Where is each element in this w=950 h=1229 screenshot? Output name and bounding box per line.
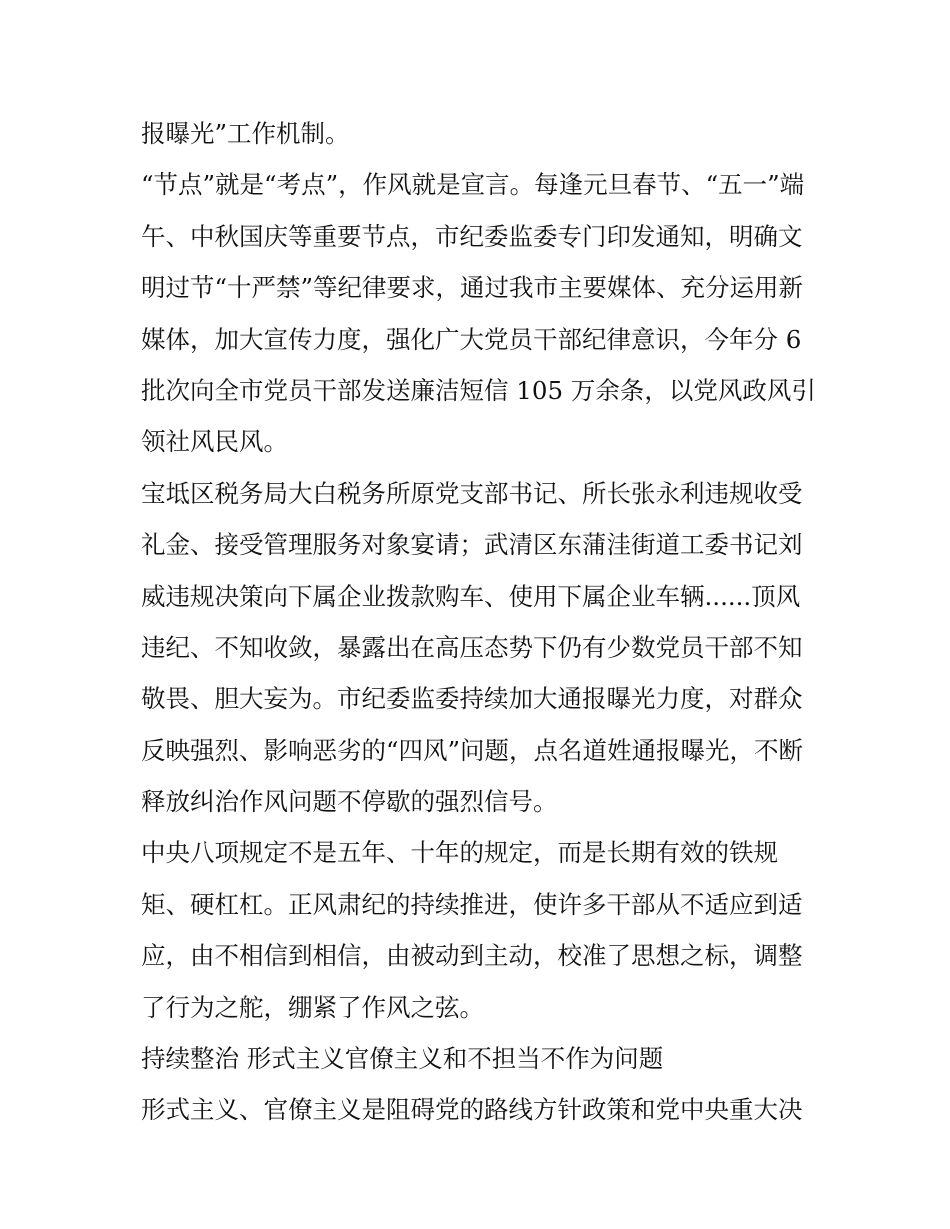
text-line: 午、中秋国庆等重要节点，市纪委监委专门印发通知，明确文 xyxy=(141,221,803,251)
text-line: 批次向全市党员干部发送廉洁短信 105 万余条，以党风政风引 xyxy=(141,375,816,405)
text-line: 了行为之舵，绷紧了作风之弦。 xyxy=(141,992,484,1022)
text-line: 反映强烈、影响恶劣的“四风”问题，点名道姓通报曝光，不断 xyxy=(141,735,804,765)
text-line: 媒体，加大宣传力度，强化广大党员干部纪律意识，今年分 6 xyxy=(141,324,802,354)
text-line: “节点”就是“考点”，作风就是宣言。每逢元旦春节、“五一”端 xyxy=(141,170,805,200)
text-line: 释放纠治作风问题不停歇的强烈信号。 xyxy=(141,787,558,817)
text-line: 形式主义、官僚主义是阻碍党的路线方针政策和党中央重大决 xyxy=(141,1095,803,1125)
text-line: 敬畏、胆大妄为。市纪委监委持续加大通报曝光力度，对群众 xyxy=(141,684,803,714)
text-line: 违纪、不知收敛，暴露出在高压态势下仍有少数党员干部不知 xyxy=(141,632,803,662)
text-line: 明过节“十严禁”等纪律要求，通过我市主要媒体、充分运用新 xyxy=(141,273,804,303)
text-line: 宝坻区税务局大白税务所原党支部书记、所长张永利违规收受 xyxy=(141,478,803,508)
text-line: 威违规决策向下属企业拨款购车、使用下属企业车辆......顶风 xyxy=(141,581,801,611)
text-line: 领社风民风。 xyxy=(141,427,288,457)
document-body xyxy=(141,108,821,1136)
text-line: 应，由不相信到相信，由被动到主动，校准了思想之标，调整 xyxy=(141,941,803,971)
text-line: 报曝光”工作机制。 xyxy=(141,119,350,148)
text-line: 礼金、接受管理服务对象宴请；武清区东蒲洼街道工委书记刘 xyxy=(141,530,803,560)
text-line: 矩、硬杠杠。正风肃纪的持续推进，使许多干部从不适应到适 xyxy=(141,889,803,919)
text-line: 中央八项规定不是五年、十年的规定，而是长期有效的铁规 xyxy=(141,838,778,868)
section-heading: 持续整治 形式主义官僚主义和不担当不作为问题 xyxy=(141,1044,664,1074)
